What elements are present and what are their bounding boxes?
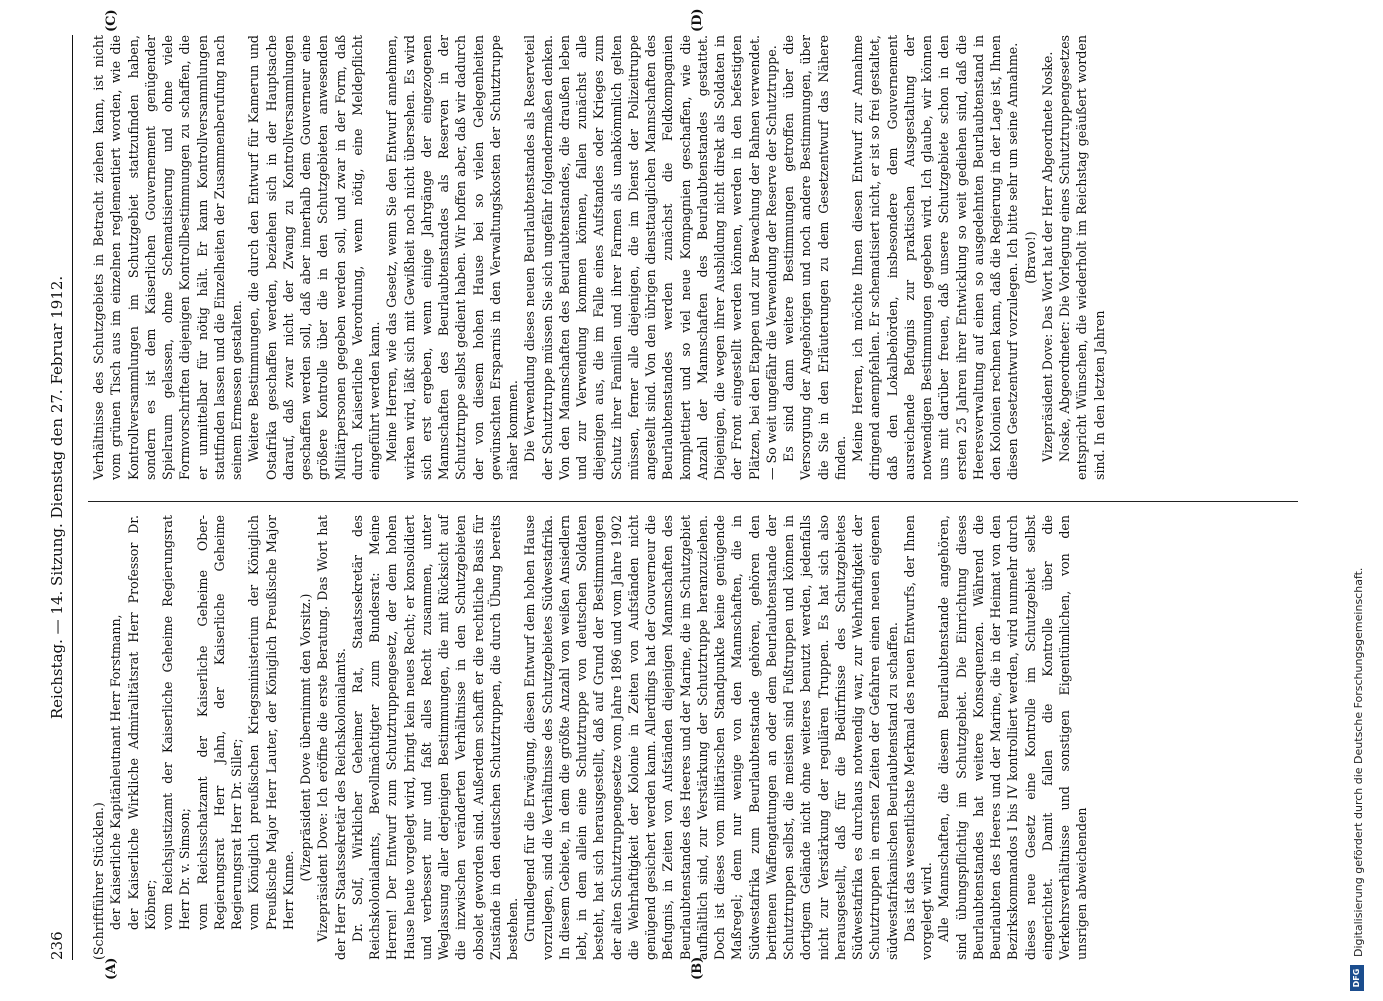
paragraph: vom Reichsjustizamt der Kaiserliche Geheime Regierungsrat Herr Dr. v. Simson; [160, 515, 193, 930]
paragraph: der Kaiserliche Wirkliche Admiralitätsrat Herr Professor Dr. Köbner; [125, 515, 158, 930]
paragraph: vom Reichsschatzamt der Kaiserliche Geheime Ober-Regierungsrat Herr Jahn, der Kaiserliche Geheime Regierungsrat Herr Dr. Siller; [194, 515, 244, 930]
paragraph: Meine Herren, ich möchte Ihnen diesen Entwurf zur Annahme dringend anempfehlen. Er schematisiert nicht, er ist so frei gestaltet, daß den Lokalbehörden, insbesondere dem Gouvernement ausreichende Befugnis zur praktischen Ausgestaltung der notwendigen Bestimmungen gegeben wird. Ich glaube, wir können uns mit darüber freuen, daß unsere Schutzgebiete schon in den ersten 25 Jahren ihrer Entwicklung so weit gediehen sind, daß die Heeresverwaltung auf einen so ausgedehnten Beurlaubtenstand in den Kolonien rechnen kann, daß die Regierung in der Lage ist, Ihnen diesen Gesetzentwurf vorzulegen. Ich bitte sehr um seine Annahme. [850, 35, 1021, 480]
paragraph: Dr. Solf, Wirklicher Geheimer Rat, Staatssekretär des Reichskolonialamts, Bevollmächtigter zum Bundesrat: Meine Herren! Der Entwurf zum Schutztruppengesetz, der dem hohen Hause heute vorgelegt wird, bringt kein neues Recht; er konsolidiert und verbessert nur und faßt alles Recht zusammen, unter Weglassung aller derjenigen Bestimmungen, die mit Rücksicht auf die inzwischen veränderten Verhältnisse in den Schutzgebieten obsolet geworden sind. Außerdem schafft er die rechtliche Basis für Zustände in den deutschen Schutztruppen, die durch Übung bereits bestehen. [349, 515, 520, 960]
text-column-right [90, 35, 1108, 480]
text-column-left [90, 515, 1091, 960]
paragraph: Alle Mannschaften, die diesem Beurlaubtenstande angehören, sind übungspflichtig im Schutzgebiet. Die Einrichtung dieses Beurlaubtenstandes hat weitere Konsequenzen. Während die Beurlaubten des Heeres und der Marine, die in der Heimat von den Bezirkskommandos I bis IV kontrolliert werden, wird nunmehr durch dieses neue Gesetz eine Kontrolle im Schutzgebiet selbst eingerichtet. Damit fallen die Kontrolle über die Verkehrsverhältnisse und sonstigen Eigentümlichen, von den unsrigen abweichenden [936, 515, 1090, 960]
margin-marker-a: (A) [104, 957, 119, 980]
margin-marker-d: (D) [690, 8, 705, 32]
digitization-note: Digitalisierung gefördert durch die Deutsche Forschungsgemeinschaft. [1352, 567, 1365, 957]
page-number: 236 [48, 931, 66, 960]
digitization-sidebar [1330, 1, 1370, 1001]
running-title: Reichstag. — 14. Sitzung. Dienstag den 27. Februar 1912. [48, 275, 66, 720]
paragraph: Das ist das wesentlichste Merkmal des neuen Entwurfs, der Ihnen vorgelegt wird. [901, 515, 934, 960]
column-divider [88, 501, 1298, 502]
paragraph: Meine Herren, wie das Gesetz, wenn Sie den Entwurf annehmen, wirken wird, läßt sich mit Gewißheit noch nicht übersehen. Es wird sich erst ergeben, wenn einige Jahrgänge der eingezogenen Mannschaften des Beurlaubtenstandes als Reserven in der Schutztruppe selbst gedient haben. Wir hoffen aber, daß wir dadurch der von diesem hohen Hause bei so vielen Gelegenheiten gewünschten Ersparnis in den Verwaltungskosten der Schutztruppe näher kommen. [384, 35, 520, 480]
paragraph: Weitere Bestimmungen, die durch den Entwurf für Kamerun und Ostafrika geschaffen werden, beziehen sich in der Hauptsache darauf, daß zwar nicht der Zwang zu Kontrollversammlungen geschaffen werden soll, daß aber innerhalb dem Gouverneur eine größere Kontrolle über die in den Schutzgebieten anwesenden Militärpersonen gegeben werden soll, und zwar in der Form, daß durch Kaiserliche Verordnung, wenn nötig, eine Meldepflicht eingeführt werden kann. [246, 35, 382, 480]
paragraph: Es sind dann weitere Bestimmungen getroffen über die Versorgung der Angehörigen und noch andere Bestimmungen, über die Sie in den Erläuterungen zu dem Gesetzentwurf das Nähere finden. [781, 35, 848, 480]
paragraph: (Bravo!) [1022, 231, 1038, 284]
paragraph: Grundlegend für die Erwägung, diesen Entwurf dem hohen Hause vorzulegen, sind die Verhältnisse des Schutzgebietes Südwestafrika. In diesem Gebiete, in dem die größte Anzahl von weißen Ansiedlern lebt, in dem allein eine Schutztruppe von deutschen Soldaten besteht, hat sich herausgestellt, daß auf Grund der Bestimmungen der alten Schutztruppengesetze vom Jahre 1896 und vom Jahre 1902 die Wehrhaftigkeit der Kolonie in Zeiten von Aufständen nicht genügend gesichert werden kann. Allerdings hat der Gouverneur die Befugnis, in Zeiten von Aufständen diejenigen Mannschaften des Beurlaubtenstandes des Heeres und der Marine, die im Schutzgebiet aufhältlich sind, zur Verstärkung der Schutztruppe heranzuziehen. Doch ist dieses vom militärischen Standpunkte keine genügende Maßregel; denn nur wenige von den Mannschaften, die in Südwestafrika zum Beurlaubtenstande gehören, gehören den berittenen Waffengattungen an oder dem Beurlaubtenstande der Schutztruppen selbst, die meisten sind Fußtruppen und können in dortigem Gelände nicht ohne weiteres benutzt werden, jedenfalls nicht zur Verstärkung der regulären Truppen. Es hat sich also herausgestellt, daß für die Bedürfnisse des Schutzgebietes Südwestafrika es durchaus notwendig war, zur Wehrhaftigkeit der Schutztruppen in ernsten Zeiten der Gefahren einen neuen eigenen südwestafrikanischen Beurlaubtenstand zu schaffen. [522, 515, 900, 960]
paragraph: Vizepräsident Dove: Das Wort hat der Herr Abgeordnete Noske. [1039, 51, 1055, 462]
margin-marker-c: (C) [104, 9, 119, 32]
paragraph: der Kaiserliche Kapitänleutnant Herr Forstmann, [108, 614, 124, 930]
paragraph: vom Königlich preußischen Kriegsministerium der Königlich Preußische Major Herr Lauter, der Königlich Preußische Major Herr Kunne. [246, 515, 296, 930]
paragraph: Verhältnisse des Schutzgebiets in Betracht ziehen kann, ist nicht vom grünen Tisch aus im einzelnen reglementiert worden, wie die Kontrollversammlungen im Schutzgebiet stattzufinden haben, sondern es ist dem Kaiserlichen Gouvernement genügender Spielraum gelassen, ohne Schematisierung und ohne viele Formvorschriften diejenigen Kontrollbestimmungen zu schaffen, die er unmittelbar für nötig hält. Er kann Kontrollversammlungen stattfinden lassen und die Einzelheiten der Zusammenberufung nach seinem Ermessen gestalten. [91, 35, 244, 480]
paragraph: Die Verwendung dieses neuen Beurlaubtenstandes als Reserveteil der Schutztruppe müssen Sie sich ungefähr folgendermaßen denken. Von den Mannschaften des Beurlaubtenstandes, die draußen leben und zur Verwendung kommen können, fallen zunächst alle diejenigen aus, die im Falle eines Aufstandes oder Krieges zum Schutz ihrer Familien und ihrer Farmen als unabkömmlich gelten müssen, ferner alle diejenigen, die im Dienst der Polizeitruppe angestellt sind. Von den übrigen diensttauglichen Mannschaften des Beurlaubtenstandes werden zunächst die Feldkompagnien komplettiert und so viel neue Kompagnien geschaffen, wie die Anzahl der Mannschaften des Beurlaubtenstandes gestattet. Diejenigen, die wegen ihrer Ausbildung nicht direkt als Soldaten in der Front eingestellt werden können, werden in den befestigten Plätzen, bei den Etappen und zur Bewachung der Bahnen verwendet. — So weit ungefähr die Verwendung der Reserve der Schutztruppe. [522, 34, 779, 480]
page-header [42, 35, 73, 960]
paragraph: (Schriftführer Stücklen.) [91, 802, 106, 960]
paragraph: (Vizepräsident Dove übernimmt den Vorsitz.) [298, 593, 313, 882]
dfg-logo: DFG [1350, 965, 1364, 991]
margin-marker-b: (B) [690, 956, 705, 980]
paragraph: Noske, Abgeordneter: Die Vorlegung eines Schutztruppengesetzes entspricht Wünschen, die wiederholt im Reichstag geäußert worden sind. In den letzten Jahren [1057, 35, 1107, 480]
paragraph: Vizepräsident Dove: Ich eröffne die erste Beratung. Das Wort hat der Herr Staatssekretär des Reichskolonialamts. [315, 515, 348, 960]
